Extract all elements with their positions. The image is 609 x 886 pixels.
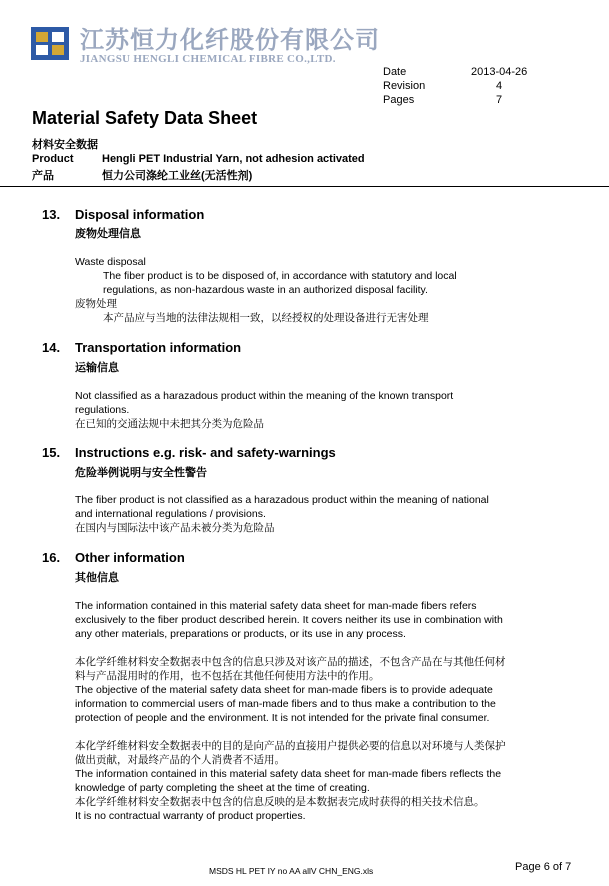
footer-page-number: Page 6 of 7 [515, 861, 572, 873]
section-title: Other information [75, 550, 185, 565]
product-label-cn: 产品 [32, 170, 54, 182]
other-info-paragraph: The information contained in this material safety data sheet for man-made fibers reflects the knowledge of party completing the sheet at the time of creating. [75, 768, 502, 794]
section-title: Instructions e.g. risk- and safety-warnings [75, 445, 336, 460]
header-divider [0, 186, 609, 187]
product-value: Hengli PET Industrial Yarn, not adhesion activated [102, 153, 365, 165]
waste-disposal-label-cn: 废物处理 [75, 298, 117, 310]
revision-label: Revision [383, 80, 426, 92]
transport-text: Not classified as a harazadous product within the meaning of the known transport regulations. [75, 390, 454, 416]
document-title-cn: 材料安全数据 [32, 139, 98, 151]
waste-disposal-text-cn: 本产品应与当地的法律法规相一致，以经授权的处理设备进行无害处理 [103, 312, 429, 324]
other-info-paragraph: The objective of the material safety data sheet for man-made fibers is to provide adequate information to commercial users of man-made fibers and to thus make a contribution to the protection of people and the environment. It is not intended for the private final consumer. [75, 684, 496, 724]
pages-label: Pages [383, 94, 415, 106]
date-label: Date [383, 66, 407, 78]
company-logo-icon [31, 27, 69, 60]
section-title: Transportation information [75, 340, 242, 355]
section-title-cn: 其他信息 [75, 572, 119, 584]
section-number: 13. [42, 207, 61, 222]
warnings-text-cn: 在国内与国际法中该产品未被分类为危险品 [75, 522, 275, 534]
other-info-paragraph-cn: 本化学纤维材料安全数据表中包含的信息只涉及对该产品的描述，不包含产品在与其他任何材料与产品混用时的作用，也不包括在其他任何使用方法中的作用。 [75, 656, 506, 682]
transport-text-cn: 在已知的交通法规中未把其分类为危险品 [75, 418, 264, 430]
waste-disposal-label: Waste disposal [75, 256, 146, 268]
other-info-paragraph-cn: 本化学纤维材料安全数据表中包含的信息反映的是本数据表完成时获得的相关技术信息。 [75, 796, 485, 808]
footer-filename: MSDS HL PET IY no AA allV CHN_ENG.xls [209, 866, 374, 876]
other-info-paragraph-cn: 本化学纤维材料安全数据表中的目的是向产品的直接用户提供必要的信息以对环境与人类保护做出贡献，对最终产品的个人消费者不适用。 [75, 740, 506, 766]
section-number: 14. [42, 340, 61, 355]
section-number: 15. [42, 445, 61, 460]
company-name-cn: 江苏恒力化纤股份有限公司 [80, 25, 380, 54]
other-info-paragraph: The information contained in this material safety data sheet for man-made fibers refers exclusively to the fiber product described herein. It covers neither its use in combination with any other materials, preparations or products, or its use in any process. [75, 600, 503, 640]
warnings-text: The fiber product is not classified as a harazadous product within the meaning of national and international regulations / provisions. [75, 494, 489, 520]
document-title: Material Safety Data Sheet [32, 108, 258, 128]
pages-value: 7 [496, 94, 503, 106]
section-title: Disposal information [75, 207, 205, 222]
section-title-cn: 危险举例说明与安全性警告 [75, 467, 207, 479]
section-number: 16. [42, 550, 61, 565]
revision-value: 4 [496, 80, 503, 92]
company-name-en: JIANGSU HENGLI CHEMICAL FIBRE CO.,LTD. [80, 53, 336, 65]
other-info-paragraph: It is no contractual warranty of product properties. [75, 810, 306, 822]
section-title-cn: 废物处理信息 [75, 228, 141, 240]
section-title-cn: 运输信息 [75, 362, 119, 374]
waste-disposal-text: The fiber product is to be disposed of, in accordance with statutory and local regulations, as non-hazardous waste in an authorized disposal facility. [103, 270, 457, 296]
product-value-cn: 恒力公司涤纶工业丝(无活性剂) [102, 170, 253, 182]
product-label: Product [32, 153, 74, 165]
date-value: 2013-04-26 [471, 66, 528, 78]
